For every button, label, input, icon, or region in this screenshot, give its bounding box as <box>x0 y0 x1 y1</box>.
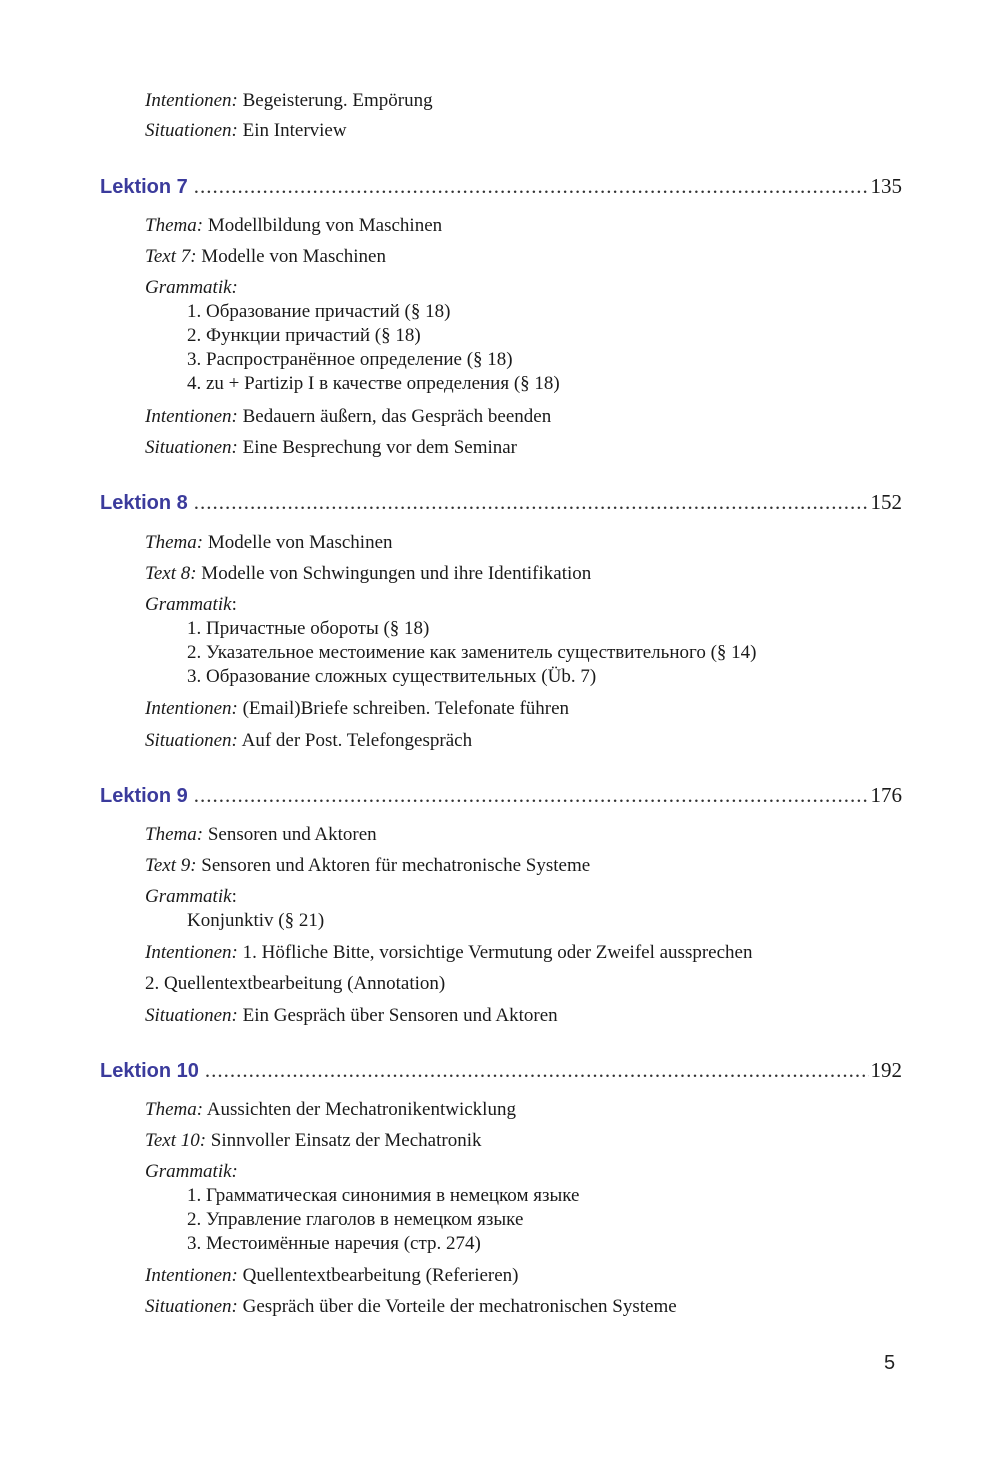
lesson-page-number: 135 <box>870 174 902 198</box>
text-value: Sensoren und Aktoren für mechatronische Systeme <box>196 855 591 876</box>
text-value: Sinnvoller Einsatz der Mechatronik <box>206 1130 482 1151</box>
intentionen-label: Intentionen: <box>145 406 238 427</box>
leader-dots <box>194 172 869 200</box>
grammatik-item: 3. Образование сложных существительных (Üb. 7) <box>187 666 597 687</box>
grammatik-item: 1. Образование причастий (§ 18) <box>187 301 451 322</box>
text <box>145 245 386 269</box>
intentionen <box>145 405 551 429</box>
grammatik-item: 1. Причастные обороты (§ 18) <box>187 618 430 639</box>
grammatik-label: Grammatik: <box>145 1161 238 1182</box>
text-value: Modelle von Schwingungen und ihre Identifikation <box>196 563 592 584</box>
grammatik-item: 2. Функции причастий (§ 18) <box>187 325 421 346</box>
grammatik-colon: : <box>231 594 237 615</box>
intentionen-value: Begeisterung. Empörung <box>237 90 433 111</box>
intentionen-value: (Email)Briefe schreiben. Telefonate führen <box>237 698 570 719</box>
text <box>145 854 590 878</box>
lesson-page-number: 152 <box>870 490 902 514</box>
text-label: Text 9: <box>145 855 197 876</box>
grammatik-colon: : <box>231 886 237 907</box>
thema <box>145 531 393 555</box>
situationen-value: Gespräch über die Vorteile der mechatronischen Systeme <box>237 1296 677 1317</box>
toc-entry-lektion-9[interactable] <box>100 781 902 810</box>
text <box>145 562 591 586</box>
lesson-title[interactable]: Lektion 7 <box>100 176 188 198</box>
text <box>145 1129 481 1153</box>
situationen-label: Situationen: <box>145 437 238 458</box>
situationen <box>145 436 517 460</box>
intentionen-label: Intentionen: <box>145 90 238 111</box>
intentionen <box>145 1264 519 1288</box>
intentionen-2: 2. Quellentextbearbeitung (Annotation) <box>145 973 446 994</box>
lesson-page-number: 176 <box>870 783 902 807</box>
intentionen-label: Intentionen: <box>145 698 238 719</box>
grammatik-item: 3. Распространённое определение (§ 18) <box>187 349 513 370</box>
thema-label: Thema: <box>145 215 204 236</box>
grammatik-item: Konjunktiv (§ 21) <box>187 910 325 931</box>
situationen-value: Eine Besprechung vor dem Seminar <box>237 437 518 458</box>
situationen <box>145 1004 558 1028</box>
intro-intentionen <box>145 89 433 113</box>
leader-dots <box>194 781 869 809</box>
lesson-title[interactable]: Lektion 9 <box>100 785 188 807</box>
thema-value: Aussichten der Mechatronikentwicklung <box>203 1099 516 1120</box>
thema-label: Thema: <box>145 824 204 845</box>
intentionen <box>145 941 752 965</box>
grammatik <box>145 276 238 300</box>
intro-situationen <box>145 119 347 143</box>
intentionen-value: 1. Höfliche Bitte, vorsichtige Vermutung oder Zweifel aussprechen <box>237 942 753 963</box>
grammatik-item: 1. Грамматическая синонимия в немецком языке <box>187 1185 580 1206</box>
intentionen <box>145 697 569 721</box>
grammatik-label: Grammatik <box>145 886 232 907</box>
grammatik <box>145 593 237 617</box>
text-label: Text 8: <box>145 563 197 584</box>
text-label: Text 10: <box>145 1130 207 1151</box>
toc-entry-lektion-7[interactable] <box>100 172 902 201</box>
thema-label: Thema: <box>145 532 204 553</box>
situationen <box>145 1295 677 1319</box>
situationen-value: Ein Interview <box>237 120 347 141</box>
page-number: 5 <box>884 1352 896 1374</box>
situationen-label: Situationen: <box>145 120 238 141</box>
lesson-title[interactable]: Lektion 8 <box>100 492 188 514</box>
grammatik-label: Grammatik: <box>145 277 238 298</box>
text-value: Modelle von Maschinen <box>196 246 386 267</box>
grammatik-item: 2. Управление глаголов в немецком языке <box>187 1209 524 1230</box>
grammatik-item: 3. Местоимённые наречия (стр. 274) <box>187 1233 481 1254</box>
intentionen-value: Bedauern äußern, das Gespräch beenden <box>237 406 552 427</box>
situationen-value: Auf der Post. Telefongespräch <box>237 730 473 751</box>
grammatik-item: 4. zu + Partizip I в качестве определения (§ 18) <box>187 373 560 394</box>
thema-value: Sensoren und Aktoren <box>203 824 377 845</box>
situationen <box>145 729 472 753</box>
text-label: Text 7: <box>145 246 197 267</box>
grammatik <box>145 885 237 909</box>
toc-entry-lektion-10[interactable] <box>100 1056 902 1085</box>
lesson-title[interactable]: Lektion 10 <box>100 1060 199 1082</box>
lesson-page-number: 192 <box>870 1058 902 1082</box>
thema-value: Modellbildung von Maschinen <box>203 215 443 236</box>
leader-dots <box>205 1056 869 1084</box>
situationen-label: Situationen: <box>145 1005 238 1026</box>
toc-entry-lektion-8[interactable] <box>100 488 902 517</box>
intentionen-value: Quellentextbearbeitung (Referieren) <box>237 1265 519 1286</box>
thema <box>145 823 377 847</box>
situationen-value: Ein Gespräch über Sensoren und Aktoren <box>237 1005 558 1026</box>
thema-value: Modelle von Maschinen <box>203 532 393 553</box>
intentionen-label: Intentionen: <box>145 1265 238 1286</box>
thema <box>145 1098 516 1122</box>
situationen-label: Situationen: <box>145 730 238 751</box>
thema <box>145 214 442 238</box>
grammatik-label: Grammatik <box>145 594 232 615</box>
intentionen-label: Intentionen: <box>145 942 238 963</box>
situationen-label: Situationen: <box>145 1296 238 1317</box>
grammatik-item: 2. Указательное местоимение как заменитель существительного (§ 14) <box>187 642 757 663</box>
grammatik <box>145 1160 238 1184</box>
leader-dots <box>194 488 869 516</box>
thema-label: Thema: <box>145 1099 204 1120</box>
